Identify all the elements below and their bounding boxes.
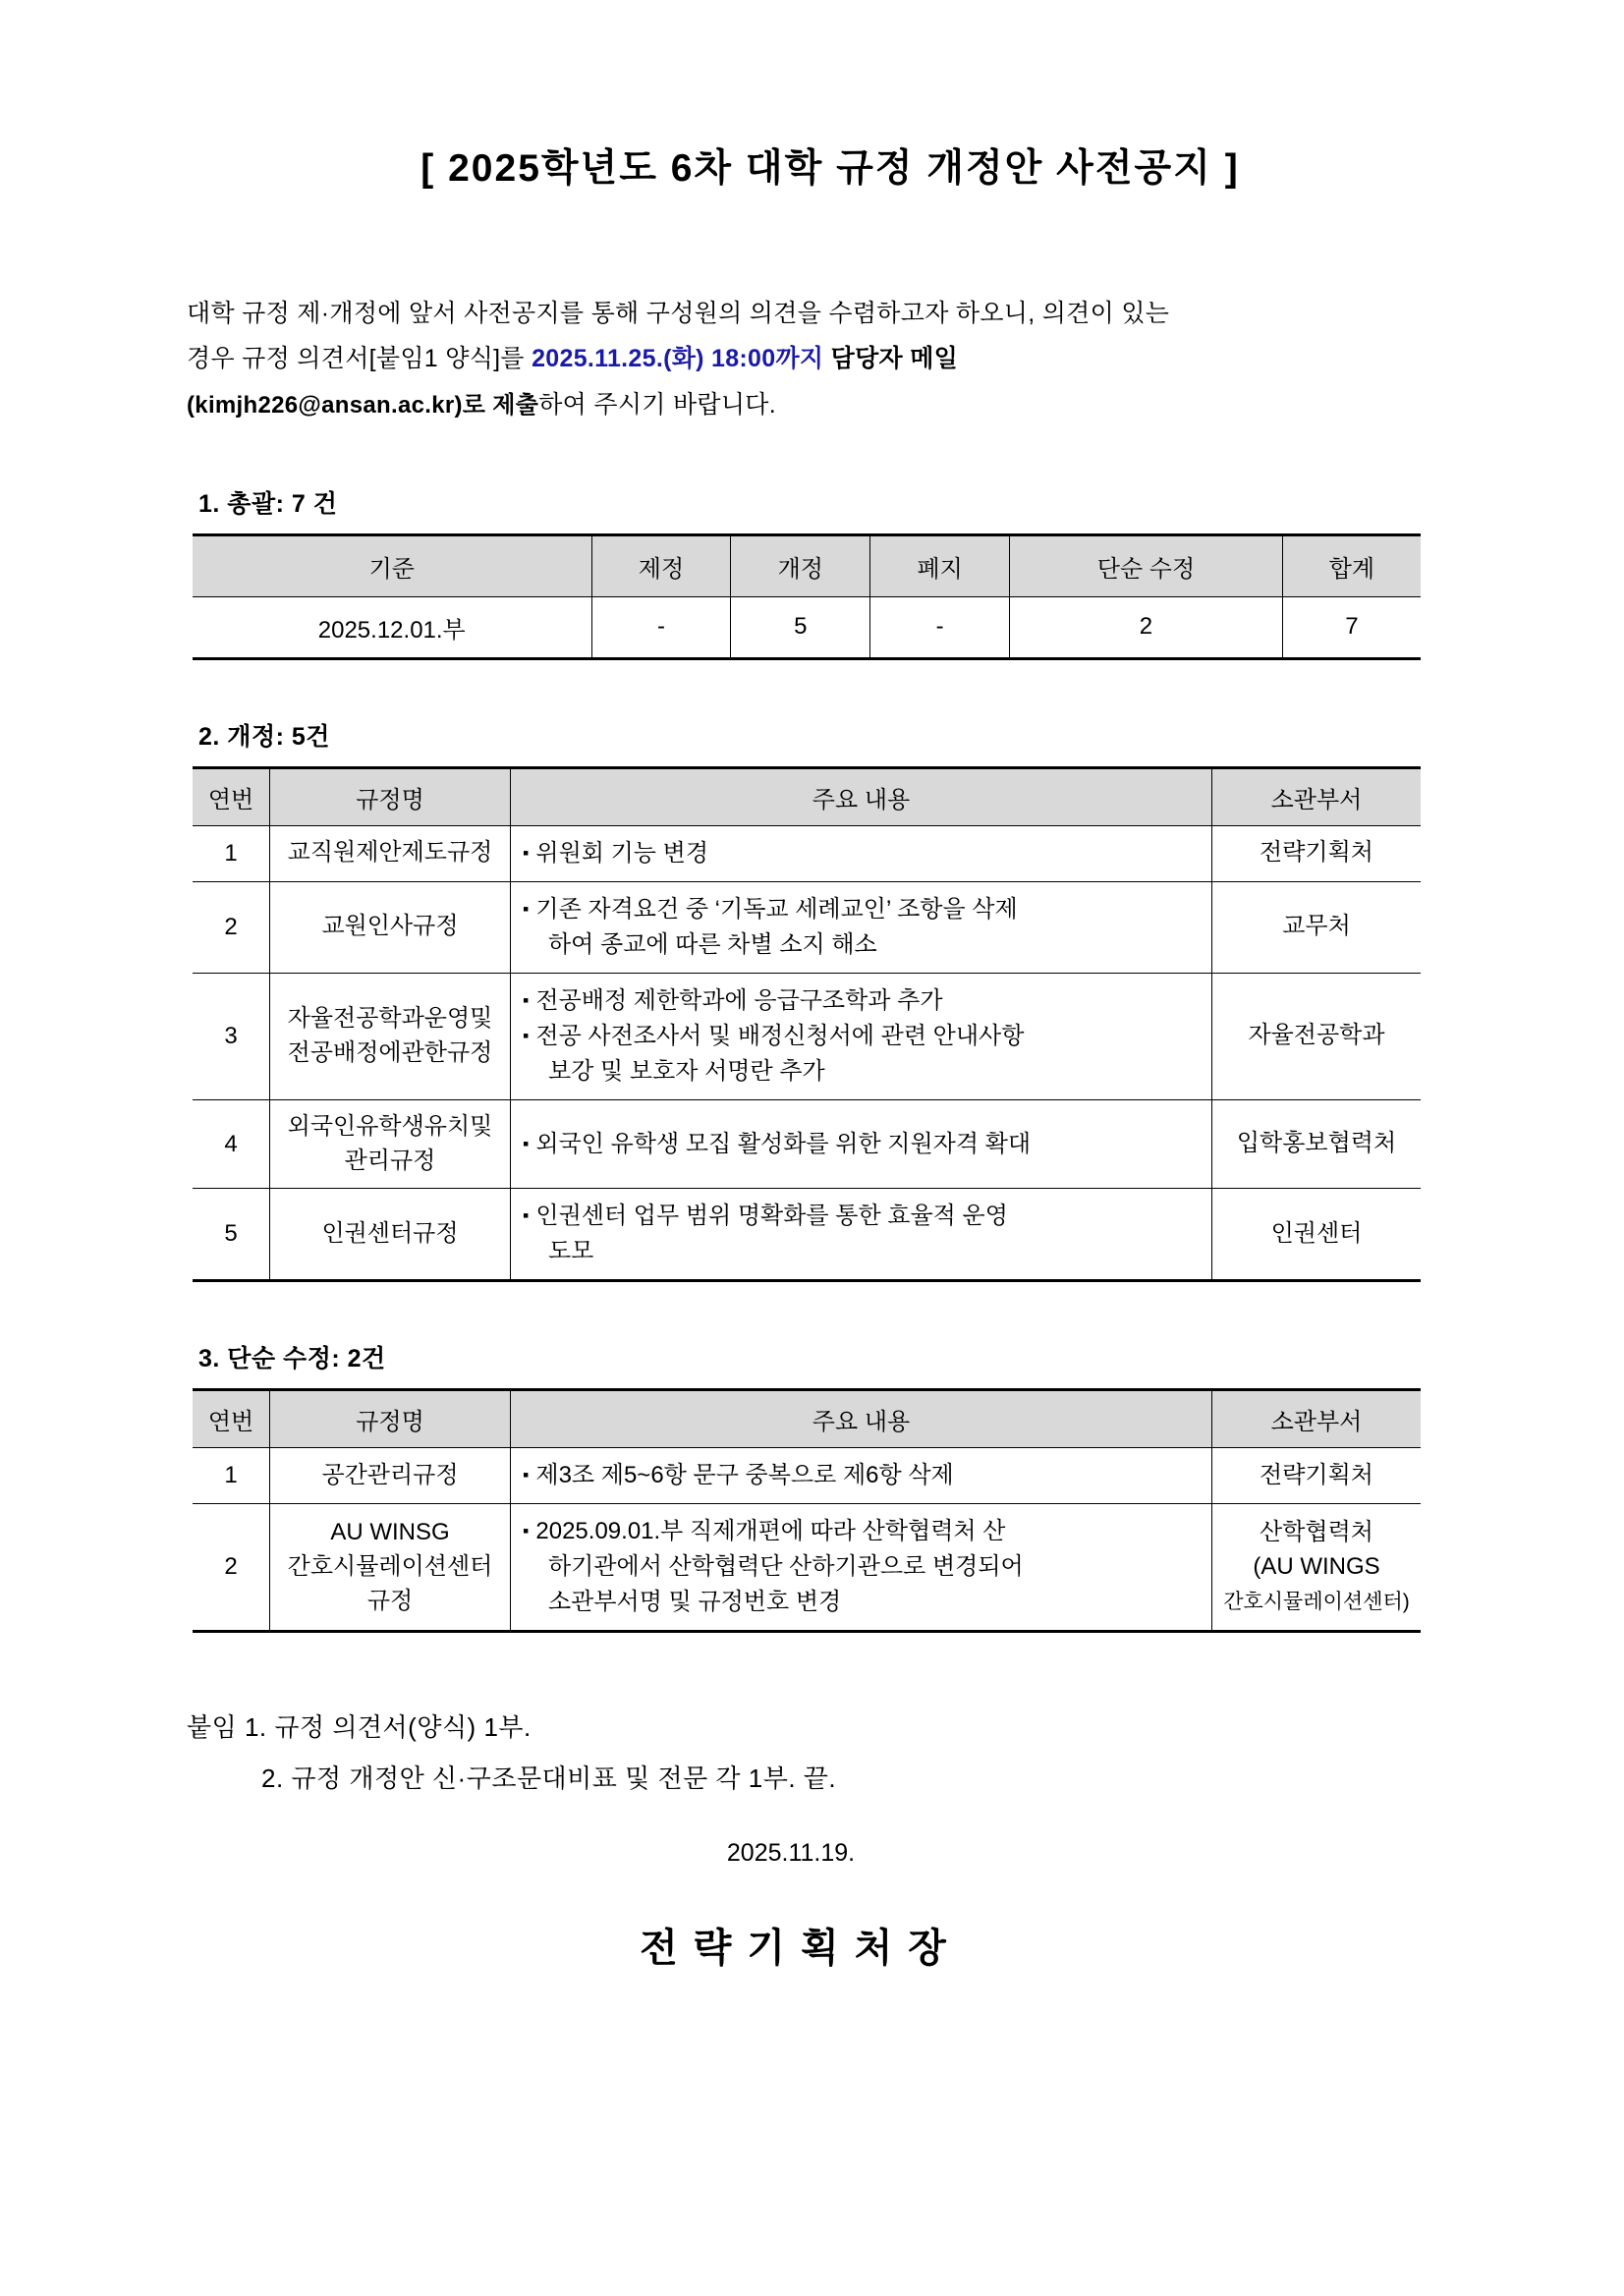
cell-regulation: 자율전공학과운영및 전공배정에관한규정	[270, 973, 511, 1099]
intro-line-2-a: 경우 규정 의견서[붙임1 양식]를	[187, 345, 532, 373]
cell-department: 인권센터	[1212, 1189, 1422, 1281]
intro-line-1: 대학 규정 제·개정에 앞서 사전공지를 통해 구성원의 의견을 수렴하고자 하오니, 의견이 있는	[187, 300, 1170, 327]
section-2-heading: 2. 개정: 5건	[198, 722, 330, 751]
page-title: [ 2025학년도 6차 대학 규정 개정안 사전공지 ]	[420, 147, 1240, 190]
cell-department: 자율전공학과	[1212, 973, 1422, 1099]
column-header-details: 주요 내용	[511, 1390, 1212, 1448]
table-header-row	[193, 534, 1421, 596]
cell-no: 3	[193, 973, 270, 1099]
section-1-heading: 1. 총괄: 7 건	[198, 489, 338, 518]
attachment-line-1: 붙임 1. 규정 의견서(양식) 1부.	[187, 1712, 532, 1743]
cell-no: 1	[193, 825, 270, 881]
cell-no: 4	[193, 1099, 270, 1189]
section-3-heading: 3. 단순 수정: 2건	[198, 1345, 386, 1373]
intro-line-3-b: 하여 주시기 바랍니다.	[538, 390, 777, 419]
cell-new: -	[591, 596, 731, 658]
column-header-regulation: 규정명	[270, 1390, 511, 1448]
cell-regulation: 인권센터규정	[270, 1189, 511, 1281]
table-row	[193, 596, 1421, 658]
minor-revisions-table	[193, 1388, 1421, 1633]
column-header-no: 연번	[193, 1390, 270, 1448]
document-signer: 전략기획처장	[640, 1927, 962, 1971]
cell-details: ▪ 2025.09.01.부 직제개편에 따라 산학협력처 산 하기관에서 산학협력단 산하기관으로 변경되어 소관부서명 및 규정번호 변경	[511, 1504, 1212, 1632]
cell-no: 2	[193, 881, 270, 973]
deadline-highlight: 2025.11.25.(화) 18:00까지	[532, 345, 824, 373]
table-row	[193, 1189, 1421, 1281]
cell-regulation: 교직원제안제도규정	[270, 825, 511, 881]
cell-regulation: AU WINSG 간호시뮬레이션센터 규정	[270, 1504, 511, 1632]
table-row	[193, 1448, 1421, 1504]
column-header-total: 합계	[1282, 534, 1421, 596]
cell-regulation: 외국인유학생유치및 관리규정	[270, 1099, 511, 1189]
attachment-line-2: 2. 규정 개정안 신·구조문대비표 및 전문 각 1부. 끝.	[261, 1764, 837, 1794]
cell-details: ▪ 위원회 기능 변경	[511, 825, 1212, 881]
cell-total: 7	[1282, 596, 1421, 658]
document-body	[187, 0, 1454, 1973]
column-header-new: 제정	[591, 534, 731, 596]
summary-table	[193, 533, 1421, 660]
cell-department: 교무처	[1212, 881, 1422, 973]
document-date: 2025.11.19.	[726, 1839, 856, 1868]
column-header-criteria: 기준	[193, 534, 591, 596]
intro-line-2	[187, 336, 1454, 381]
column-header-department: 소관부서	[1212, 767, 1422, 825]
cell-department: 입학홍보협력처	[1212, 1099, 1422, 1189]
table-row	[193, 881, 1421, 973]
table-row	[193, 825, 1421, 881]
column-header-no: 연번	[193, 767, 270, 825]
column-header-regulation: 규정명	[270, 767, 511, 825]
table-header-row	[193, 767, 1421, 825]
cell-details: ▪ 전공배정 제한학과에 응급구조학과 추가 ▪ 전공 사전조사서 및 배정신청서에 관련 안내사항 보강 및 보호자 서명란 추가	[511, 973, 1212, 1099]
column-header-minor: 단순 수정	[1010, 534, 1283, 596]
cell-regulation: 공간관리규정	[270, 1448, 511, 1504]
cell-department: 전략기획처	[1212, 825, 1422, 881]
intro-line-3	[187, 382, 1454, 427]
cell-details: ▪ 기존 자격요건 중 ‘기독교 세례교인’ 조항을 삭제 하여 종교에 따른 차별 소지 해소	[511, 881, 1212, 973]
intro-paragraph	[187, 291, 1454, 427]
column-header-amend: 개정	[731, 534, 870, 596]
cell-amend: 5	[731, 596, 870, 658]
cell-minor: 2	[1010, 596, 1283, 658]
cell-details: ▪ 외국인 유학생 모집 활성화를 위한 지원자격 확대	[511, 1099, 1212, 1189]
cell-department: 전략기획처	[1212, 1448, 1422, 1504]
table-row	[193, 973, 1421, 1099]
column-header-department: 소관부서	[1212, 1390, 1422, 1448]
cell-regulation: 교원인사규정	[270, 881, 511, 973]
table-row	[193, 1099, 1421, 1189]
cell-no: 1	[193, 1448, 270, 1504]
cell-no: 5	[193, 1189, 270, 1281]
attachments-block	[187, 1702, 1454, 1804]
amendments-table	[193, 766, 1421, 1283]
table-header-row	[193, 1390, 1421, 1448]
contact-email-text: (kimjh226@ansan.ac.kr)로 제출	[187, 391, 539, 419]
cell-details: ▪ 인권센터 업무 범위 명확화를 통한 효율적 운영 도모	[511, 1189, 1212, 1281]
cell-no: 2	[193, 1504, 270, 1632]
column-header-details: 주요 내용	[511, 767, 1212, 825]
cell-criteria: 2025.12.01.부	[193, 596, 591, 658]
cell-department: 산학협력처 (AU WINGS 간호시뮬레이션센터)	[1212, 1504, 1422, 1632]
column-header-abolish: 폐지	[870, 534, 1010, 596]
intro-line-2-b: 담당자 메일	[823, 345, 959, 373]
table-row	[193, 1504, 1421, 1632]
cell-details: ▪ 제3조 제5~6항 문구 중복으로 제6항 삭제	[511, 1448, 1212, 1504]
cell-abolish: -	[870, 596, 1010, 658]
